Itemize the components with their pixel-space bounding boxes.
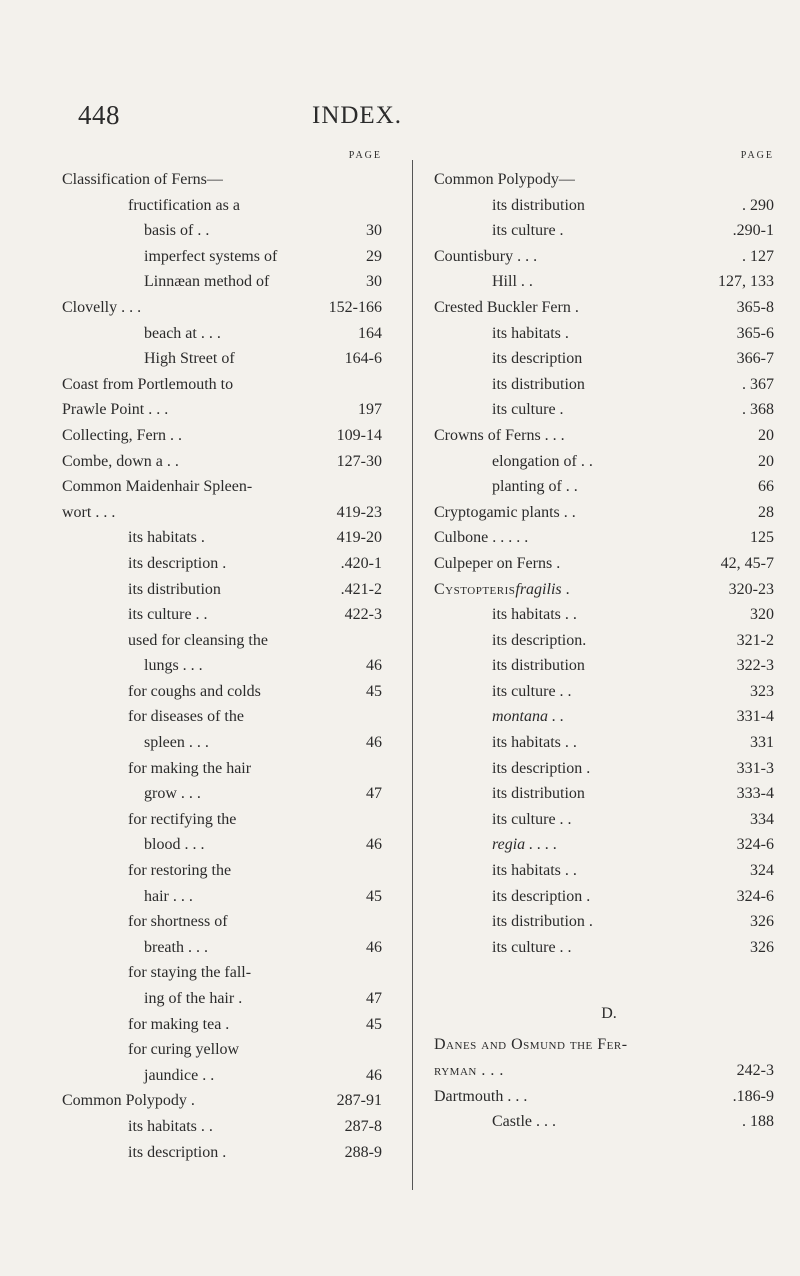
entry-text: Cryptogamic plants . . xyxy=(434,503,576,521)
entry-page-ref: 197 xyxy=(358,401,382,419)
entry-page-ref: 152-166 xyxy=(328,298,382,316)
right-entry-list xyxy=(434,167,784,960)
page-column-label: PAGE xyxy=(740,150,774,161)
entry-page-ref: 365-8 xyxy=(736,298,774,316)
entry-text: ing of the hair . xyxy=(144,990,243,1007)
index-entry xyxy=(62,321,392,347)
entry-text: its distribution xyxy=(492,196,585,214)
entry-text: its habitats . . xyxy=(128,1117,213,1135)
entry-text: Coast from Portlemouth to xyxy=(62,375,234,393)
index-entry xyxy=(62,935,392,961)
entry-page-ref: 366-7 xyxy=(736,350,774,368)
entry-page-ref: 242-3 xyxy=(736,1062,774,1079)
entry-page-ref: 42, 45-7 xyxy=(720,554,774,572)
entry-text: imperfect systems of xyxy=(144,247,278,265)
entry-text: breath . . . xyxy=(144,938,208,956)
entry-text: High Street of xyxy=(144,350,235,368)
entry-page-ref: .290-1 xyxy=(732,222,774,240)
entry-page-ref: 419-20 xyxy=(336,529,382,547)
index-entry xyxy=(434,602,784,628)
entry-text: used for cleansing the xyxy=(128,631,268,649)
entry-page-ref: 323 xyxy=(750,682,774,700)
index-entry xyxy=(62,1012,392,1038)
entry-text: its description. xyxy=(492,631,587,649)
entry-text: for staying the fall- xyxy=(128,964,252,982)
entry-page-ref: 320 xyxy=(750,606,774,624)
entry-text: for curing yellow xyxy=(128,1041,240,1059)
entry-page-ref: 47 xyxy=(366,990,382,1007)
entry-page-ref: 30 xyxy=(366,222,382,240)
genus-name: Cystopteris xyxy=(434,580,516,598)
entry-page-ref: 326 xyxy=(750,913,774,931)
index-entry xyxy=(62,449,392,475)
entry-page-ref: 30 xyxy=(366,273,382,291)
entry-text: for making tea . xyxy=(128,1015,230,1033)
entry-text: its distribution xyxy=(492,375,585,393)
entry-text: planting of . . xyxy=(492,478,578,496)
index-entry xyxy=(434,449,784,475)
entry-text: for diseases of the xyxy=(128,708,244,726)
entry-text: Clovelly . . . xyxy=(62,298,142,316)
entry-text: jaundice . . xyxy=(144,1066,215,1084)
entry-text: Danes and Osmund the Fer- xyxy=(434,1036,628,1054)
index-entry xyxy=(434,346,784,372)
entry-text: for rectifying the xyxy=(128,810,237,828)
index-entry xyxy=(434,551,784,577)
index-entry xyxy=(434,167,784,193)
entry-text: Hill . . xyxy=(492,273,533,291)
entry-page-ref: 164 xyxy=(358,324,382,342)
entry-page-ref: 45 xyxy=(366,1015,382,1033)
section-d-entry-list xyxy=(434,1032,784,1134)
index-entry xyxy=(62,372,392,398)
index-entry xyxy=(62,525,392,551)
entry-page-ref: . 290 xyxy=(742,196,774,214)
index-entry xyxy=(434,397,784,423)
entry-page-ref: 20 xyxy=(758,426,774,444)
entry-page-ref: 125 xyxy=(750,529,774,547)
entry-page-ref: 46 xyxy=(366,836,382,854)
entry-text: grow . . . xyxy=(144,785,201,803)
entry-text: ryman . . . xyxy=(434,1062,504,1079)
entry-text: Countisbury . . . xyxy=(434,247,538,265)
index-entry xyxy=(434,730,784,756)
entry-text: its culture . xyxy=(492,401,564,419)
entry-text: for making the hair xyxy=(128,759,252,777)
entry-page-ref: 47 xyxy=(366,785,382,803)
entry-page-ref: 109-14 xyxy=(336,426,382,444)
index-entry xyxy=(62,1088,392,1114)
index-entry xyxy=(434,295,784,321)
entry-page-ref: 287-91 xyxy=(336,1092,382,1110)
entry-page-ref: . 188 xyxy=(742,1113,774,1131)
index-entry xyxy=(62,500,392,526)
index-entry xyxy=(62,756,392,782)
entry-text: its habitats . xyxy=(128,529,205,547)
entry-page-ref: 422-3 xyxy=(344,606,382,624)
entry-text: its description xyxy=(492,350,583,368)
entry-text: lungs . . . xyxy=(144,657,203,675)
entry-text: its habitats . xyxy=(492,324,569,342)
entry-text: its habitats . . xyxy=(492,862,577,880)
entry-page-ref: 365-6 xyxy=(736,324,774,342)
entry-text: spleen . . . xyxy=(144,734,209,752)
entry-text: wort . . . xyxy=(62,503,116,521)
index-entry xyxy=(434,577,784,603)
index-entry xyxy=(62,577,392,603)
index-entry xyxy=(434,244,784,270)
index-entry xyxy=(434,1109,784,1135)
entry-page-ref: 324-6 xyxy=(736,887,774,905)
index-entry xyxy=(62,244,392,270)
entry-page-ref: 320-23 xyxy=(728,580,774,598)
entry-text: its habitats . . xyxy=(492,734,577,752)
entry-page-ref: 127-30 xyxy=(336,452,382,470)
entry-page-ref: 419-23 xyxy=(336,503,382,521)
entry-text: its description . xyxy=(492,887,591,905)
index-entry xyxy=(62,423,392,449)
entry-page-ref: .186-9 xyxy=(732,1087,774,1105)
page-column-label: PAGE xyxy=(348,150,382,161)
index-entry xyxy=(62,1140,392,1166)
index-entry xyxy=(62,602,392,628)
index-entry xyxy=(434,781,784,807)
entry-text: its distribution . xyxy=(492,913,593,931)
entry-page-ref: 326 xyxy=(750,938,774,956)
entry-text: Crowns of Ferns . . . xyxy=(434,426,565,444)
index-entry xyxy=(62,193,392,219)
entry-text: fructification as a xyxy=(128,196,240,214)
index-entry xyxy=(434,525,784,551)
page-header xyxy=(0,100,800,140)
entry-page-ref: 322-3 xyxy=(736,657,774,675)
entry-page-ref: 46 xyxy=(366,938,382,956)
entry-page-ref: 321-2 xyxy=(736,631,774,649)
index-entry xyxy=(62,269,392,295)
index-entry xyxy=(62,551,392,577)
entry-text: Common Maidenhair Spleen- xyxy=(62,478,253,496)
entry-page-ref: 20 xyxy=(758,452,774,470)
index-entry xyxy=(62,704,392,730)
entry-text: its culture . . xyxy=(128,606,208,624)
entry-text: for shortness of xyxy=(128,913,228,931)
entry-page-ref: 331-3 xyxy=(736,759,774,777)
index-entry xyxy=(62,884,392,910)
page-number: 448 xyxy=(78,100,120,130)
entry-text: Combe, down a . . xyxy=(62,452,179,470)
entry-text: Crested Buckler Fern . xyxy=(434,298,579,316)
index-entry xyxy=(62,1114,392,1140)
index-entry xyxy=(62,679,392,705)
entry-text: for coughs and colds xyxy=(128,682,261,700)
entry-page-ref: 28 xyxy=(758,503,774,521)
entry-page-ref: 324-6 xyxy=(736,836,774,854)
entry-text: its culture . . xyxy=(492,938,572,956)
entry-page-ref: . 127 xyxy=(742,247,774,265)
entry-text: Culpeper on Ferns . xyxy=(434,554,561,572)
index-entry xyxy=(434,474,784,500)
entry-text: its distribution xyxy=(492,785,585,803)
index-entry xyxy=(62,986,392,1012)
entry-text: Cystopterisfragilis . xyxy=(434,580,570,598)
index-entry xyxy=(434,218,784,244)
index-entry xyxy=(434,807,784,833)
entry-text: blood . . . xyxy=(144,836,205,854)
entry-text: Prawle Point . . . xyxy=(62,401,169,419)
index-entry xyxy=(62,858,392,884)
index-entry xyxy=(434,858,784,884)
entry-text: Castle . . . xyxy=(492,1113,556,1131)
index-entry xyxy=(434,832,784,858)
entry-page-ref: 164-6 xyxy=(344,350,382,368)
right-index-column xyxy=(434,145,784,1135)
index-entry xyxy=(62,628,392,654)
entry-page-ref: 45 xyxy=(366,682,382,700)
entry-text: its distribution xyxy=(128,580,221,598)
entry-page-ref: 127, 133 xyxy=(718,273,774,291)
entry-page-ref: .421-2 xyxy=(340,580,382,598)
index-entry xyxy=(62,1037,392,1063)
entry-text: hair . . . xyxy=(144,887,193,905)
left-entry-list xyxy=(62,167,392,1165)
index-entry xyxy=(434,500,784,526)
entry-page-ref: 66 xyxy=(758,478,774,496)
entry-text: Common Polypody . xyxy=(62,1092,195,1110)
index-entry xyxy=(434,704,784,730)
entry-page-ref: . 368 xyxy=(742,401,774,419)
entry-page-ref: 287-8 xyxy=(344,1117,382,1135)
entry-text: Culbone . . . . . xyxy=(434,529,529,547)
index-entry xyxy=(62,1063,392,1089)
index-entry xyxy=(62,218,392,244)
column-divider xyxy=(412,160,413,1190)
index-entry xyxy=(434,1032,784,1058)
entry-page-ref: . 367 xyxy=(742,375,774,393)
index-entry xyxy=(434,321,784,347)
entry-page-ref: 334 xyxy=(750,810,774,828)
index-entry xyxy=(434,1058,784,1084)
index-entry xyxy=(62,346,392,372)
entry-page-ref: 29 xyxy=(366,247,382,265)
entry-text: its culture . . xyxy=(492,810,572,828)
running-head: INDEX. xyxy=(312,102,403,129)
index-entry xyxy=(434,653,784,679)
index-entry xyxy=(434,372,784,398)
entry-text: Dartmouth . . . xyxy=(434,1087,528,1105)
entry-text: basis of . . xyxy=(144,222,210,240)
entry-page-ref: 331-4 xyxy=(736,708,774,726)
entry-page-ref: .420-1 xyxy=(340,554,382,572)
index-entry xyxy=(62,295,392,321)
entry-page-ref: 324 xyxy=(750,862,774,880)
index-entry xyxy=(434,423,784,449)
entry-text: its description . xyxy=(128,554,227,572)
entry-text: Common Polypody— xyxy=(434,171,575,188)
entry-text: Linnæan method of xyxy=(144,273,270,291)
entry-text: its habitats . . xyxy=(492,606,577,624)
index-entry xyxy=(434,679,784,705)
section-gap xyxy=(434,960,784,996)
entry-page-ref: 45 xyxy=(366,887,382,905)
index-entry xyxy=(434,628,784,654)
entry-page-ref: 46 xyxy=(366,734,382,752)
entry-text: its culture . xyxy=(492,222,564,240)
index-entry xyxy=(62,807,392,833)
entry-text: beach at . . . xyxy=(144,324,221,342)
entry-text: montana . . xyxy=(492,708,564,726)
species-name: fragilis xyxy=(515,580,562,598)
entry-page-ref: 46 xyxy=(366,657,382,675)
index-entry xyxy=(62,832,392,858)
index-entry xyxy=(434,884,784,910)
entry-text: its description . xyxy=(128,1143,227,1161)
index-entry xyxy=(62,653,392,679)
entry-page-ref: 333-4 xyxy=(736,785,774,803)
entry-page-ref: 331 xyxy=(750,734,774,752)
index-entry xyxy=(62,167,392,193)
entry-text: its culture . . xyxy=(492,682,572,700)
index-entry xyxy=(62,397,392,423)
index-entry xyxy=(62,781,392,807)
index-entry xyxy=(62,730,392,756)
entry-page-ref: 288-9 xyxy=(344,1143,382,1161)
index-entry xyxy=(434,269,784,295)
index-entry xyxy=(62,474,392,500)
entry-text: its description . xyxy=(492,759,591,777)
left-index-column xyxy=(62,145,392,1165)
index-entry xyxy=(434,935,784,961)
entry-text: its distribution xyxy=(492,657,585,675)
index-entry xyxy=(434,756,784,782)
entry-text: for restoring the xyxy=(128,862,232,880)
index-entry xyxy=(62,960,392,986)
entry-page-ref: 46 xyxy=(366,1066,382,1084)
entry-text: elongation of . . xyxy=(492,452,593,470)
index-entry xyxy=(434,1084,784,1110)
entry-text: regia . . . . xyxy=(492,836,558,854)
index-entry xyxy=(434,909,784,935)
index-entry xyxy=(434,193,784,219)
section-letter-d: D. xyxy=(601,1005,617,1023)
entry-text: Classification of Ferns— xyxy=(62,171,223,188)
entry-text: Collecting, Fern . . xyxy=(62,426,182,444)
index-entry xyxy=(62,909,392,935)
